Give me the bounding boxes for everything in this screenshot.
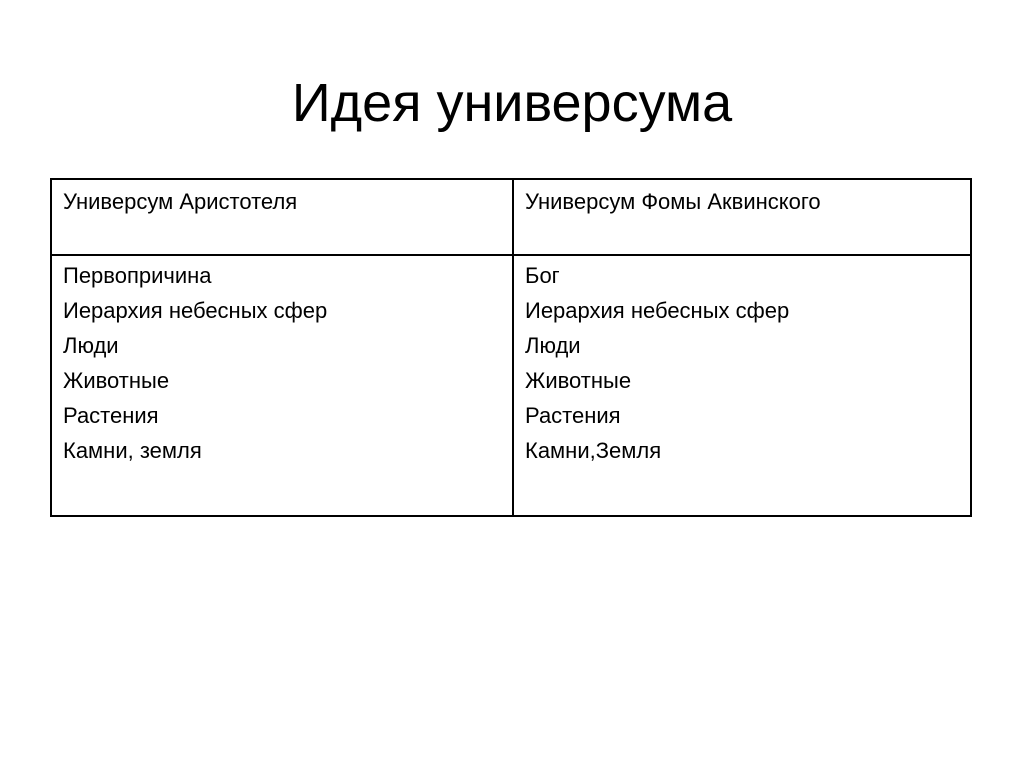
universe-table xyxy=(52,180,970,515)
list-item: Растения xyxy=(525,403,621,428)
header-cell-aristotle xyxy=(52,180,513,255)
body-cell-aquinas xyxy=(513,255,970,515)
comparison-table xyxy=(50,178,972,517)
list-item: Бог xyxy=(525,263,560,288)
list-item: Иерархия небесных сфер xyxy=(525,298,790,323)
header-aristotle: Универсум Аристотеля xyxy=(63,189,298,214)
header-cell-aquinas xyxy=(513,180,970,255)
header-aquinas: Универсум Фомы Аквинского xyxy=(525,189,821,214)
list-item: Растения xyxy=(63,403,159,428)
list-item: Иерархия небесных сфер xyxy=(63,298,328,323)
list-item: Люди xyxy=(525,333,581,358)
table-body-row xyxy=(52,255,970,515)
list-item: Первопричина xyxy=(63,263,212,288)
list-item: Камни, земля xyxy=(63,438,202,463)
list-item: Животные xyxy=(525,368,632,393)
list-item: Люди xyxy=(63,333,119,358)
slide-title: Идея универсума xyxy=(291,73,733,133)
list-item: Животные xyxy=(63,368,170,393)
body-cell-aristotle xyxy=(52,255,513,515)
list-item: Камни,Земля xyxy=(525,438,662,463)
table-header-row xyxy=(52,180,970,255)
